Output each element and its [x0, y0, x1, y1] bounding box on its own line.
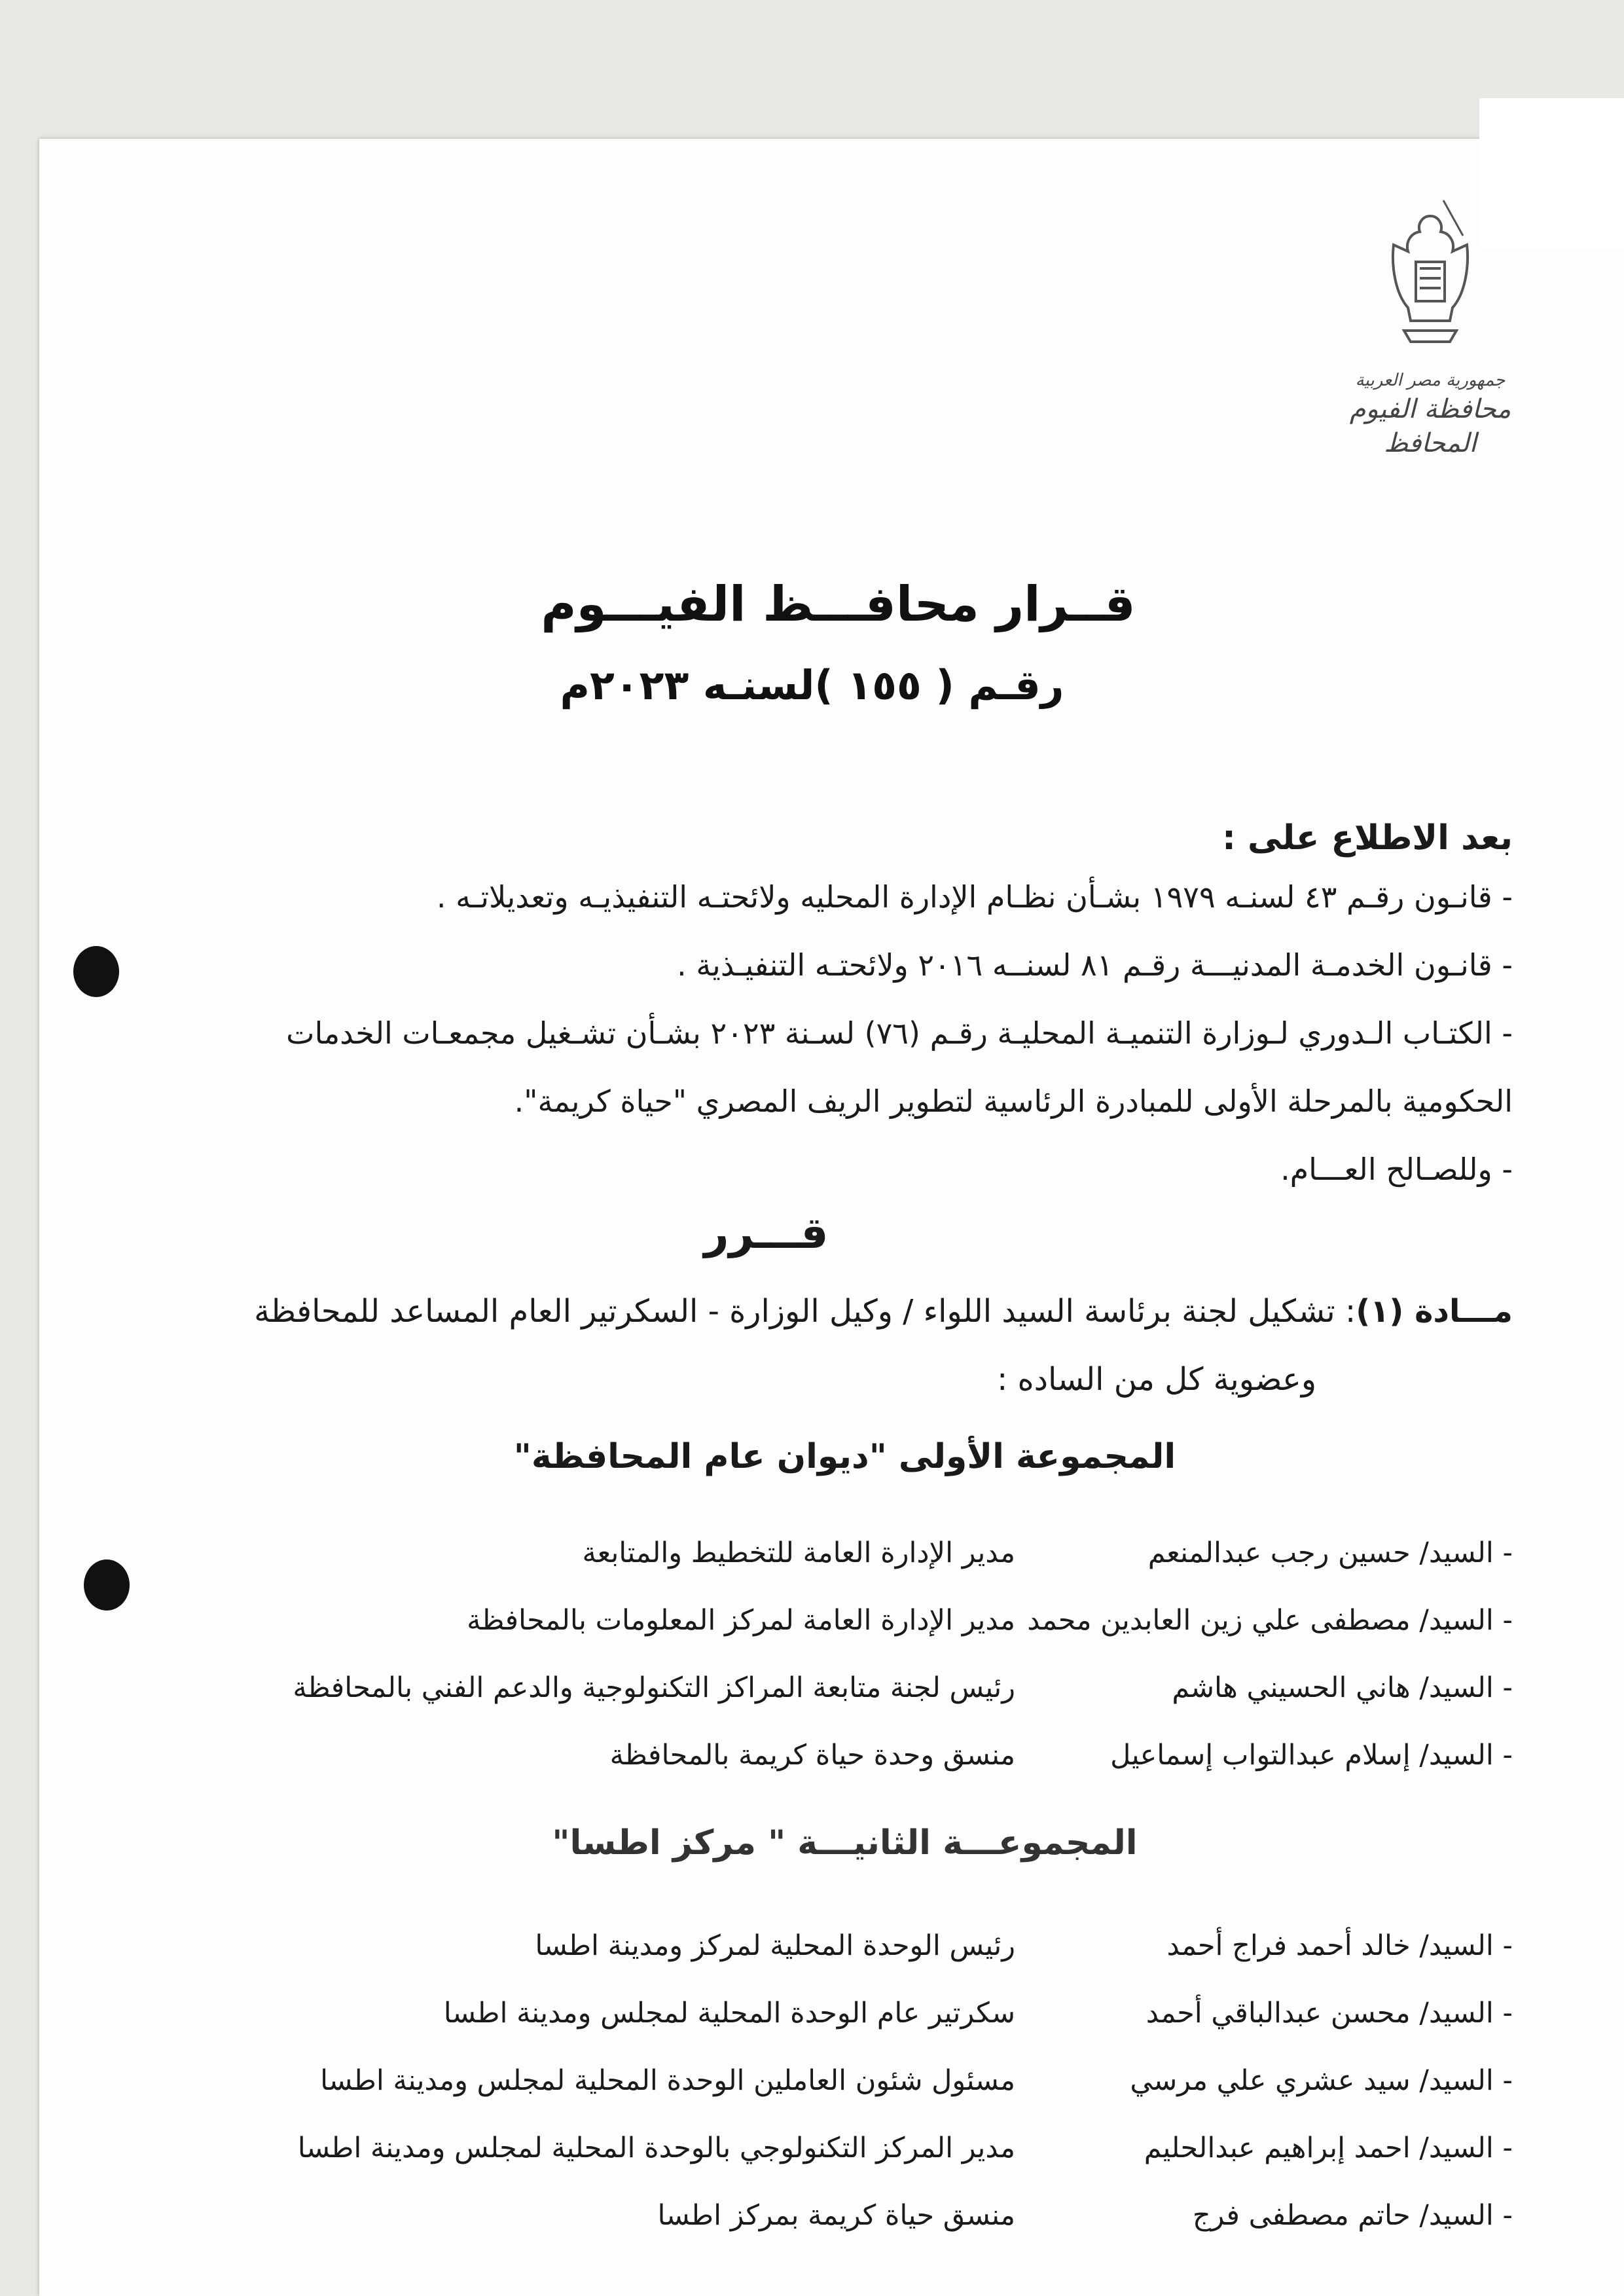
- member-name: - السيد/ إسلام عبدالتواب إسماعيل: [1110, 1738, 1513, 1772]
- member-name: - السيد/ سيد عشري علي مرسي: [1130, 2064, 1513, 2097]
- list-item: [112, 1721, 1513, 1789]
- intro-heading: بعد الاطلاع على :: [1222, 818, 1513, 858]
- member-role: منسق حياة كريمة بمركز اطسا: [657, 2198, 1015, 2232]
- reference-item: - قانـون رقـم ٤٣ لسنـه ١٩٧٩ بشـأن نظـام الإدارة المحليه ولائحتـه التنفيذيـه وتعديلاتـه .: [436, 879, 1513, 915]
- article-label: مـــادة (١): [1356, 1293, 1513, 1330]
- reference-item: - قانـون الخدمـة المدنيـــة رقـم ٨١ لسنــه ٢٠١٦ ولائحتـه التنفيـذية .: [677, 947, 1513, 983]
- emblem-line: جمهورية مصر العربية: [1355, 371, 1506, 390]
- article-1: [254, 1275, 1513, 1347]
- member-role: سكرتير عام الوحدة المحلية لمجلس ومدينة اطسا: [443, 1996, 1015, 2030]
- member-role: رئيس لجنة متابعة المراكز التكنولوجية والدعم الفني بالمحافظة: [293, 1671, 1015, 1704]
- article-1-continuation: وعضوية كل من الساده :: [997, 1361, 1316, 1398]
- member-name: - السيد/ محسن عبدالباقي أحمد: [1146, 1996, 1513, 2030]
- group-title: المجموعـــة الثانيـــة " مركز اطسا": [552, 1823, 1138, 1863]
- member-name: - السيد/ مصطفى علي زين العابدين محمد: [1027, 1603, 1513, 1637]
- members-list: [112, 1912, 1513, 2249]
- eagle-emblem-icon: [1365, 196, 1496, 367]
- list-item: [112, 2047, 1513, 2114]
- list-item: [112, 2114, 1513, 2181]
- list-item: [112, 1979, 1513, 2047]
- emblem-line: المحافظ: [1384, 428, 1477, 458]
- group-title: المجموعة الأولى "ديوان عام المحافظة": [513, 1437, 1176, 1476]
- member-name: - السيد/ حسين رجب عبدالمنعم: [1147, 1536, 1513, 1569]
- list-item: [112, 1654, 1513, 1721]
- members-list: [112, 1519, 1513, 1789]
- member-name: - السيد/ حاتم مصطفى فرج: [1192, 2198, 1513, 2232]
- reference-item: - وللصـالح العـــام.: [1280, 1152, 1513, 1187]
- punch-hole: [73, 946, 119, 997]
- member-role: رئيس الوحدة المحلية لمركز ومدينة اطسا: [535, 1929, 1015, 1962]
- reference-item: الحكومية بالمرحلة الأولى للمبادرة الرئاسية لتطوير الريف المصري "حياة كريمة".: [514, 1084, 1513, 1119]
- list-item: [112, 1586, 1513, 1654]
- member-role: منسق وحدة حياة كريمة بالمحافظة: [609, 1738, 1015, 1772]
- reference-item: - الكتـاب الـدوري لـوزارة التنميـة المحليـة رقـم (٧٦) لسـنة ٢٠٢٣ بشـأن تشـغيل مجمعـات الخدمات: [286, 1015, 1513, 1051]
- governorate-emblem: [1345, 196, 1515, 458]
- member-role: مدير المركز التكنولوجي بالوحدة المحلية لمجلس ومدينة اطسا: [297, 2131, 1015, 2164]
- references-list: [286, 863, 1513, 1203]
- decree-number: رقـم ( ١٥٥ )لسنـه ٢٠٢٣م: [560, 661, 1064, 709]
- member-name: - السيد/ هاني الحسيني هاشم: [1172, 1671, 1513, 1704]
- member-name: - السيد/ احمد إبراهيم عبدالحليم: [1144, 2131, 1513, 2164]
- decision-heading: قـــرر: [704, 1208, 829, 1258]
- emblem-line: محافظة الفيوم: [1349, 394, 1511, 424]
- member-role: مدير الإدارة العامة للتخطيط والمتابعة: [582, 1536, 1015, 1569]
- article-text: : تشكيل لجنة برئاسة السيد اللواء / وكيل الوزارة - السكرتير العام المساعد للمحافظة: [254, 1293, 1356, 1330]
- list-item: [112, 1912, 1513, 1979]
- member-name: - السيد/ خالد أحمد فراج أحمد: [1166, 1929, 1513, 1962]
- member-role: مسئول شئون العاملين الوحدة المحلية لمجلس ومدينة اطسا: [320, 2064, 1015, 2097]
- list-item: [112, 1519, 1513, 1586]
- list-item: [112, 2181, 1513, 2249]
- member-role: مدير الإدارة العامة لمركز المعلومات بالمحافظة: [467, 1603, 1015, 1637]
- decree-title: قــرار محافـــظ الفيـــوم: [541, 576, 1136, 632]
